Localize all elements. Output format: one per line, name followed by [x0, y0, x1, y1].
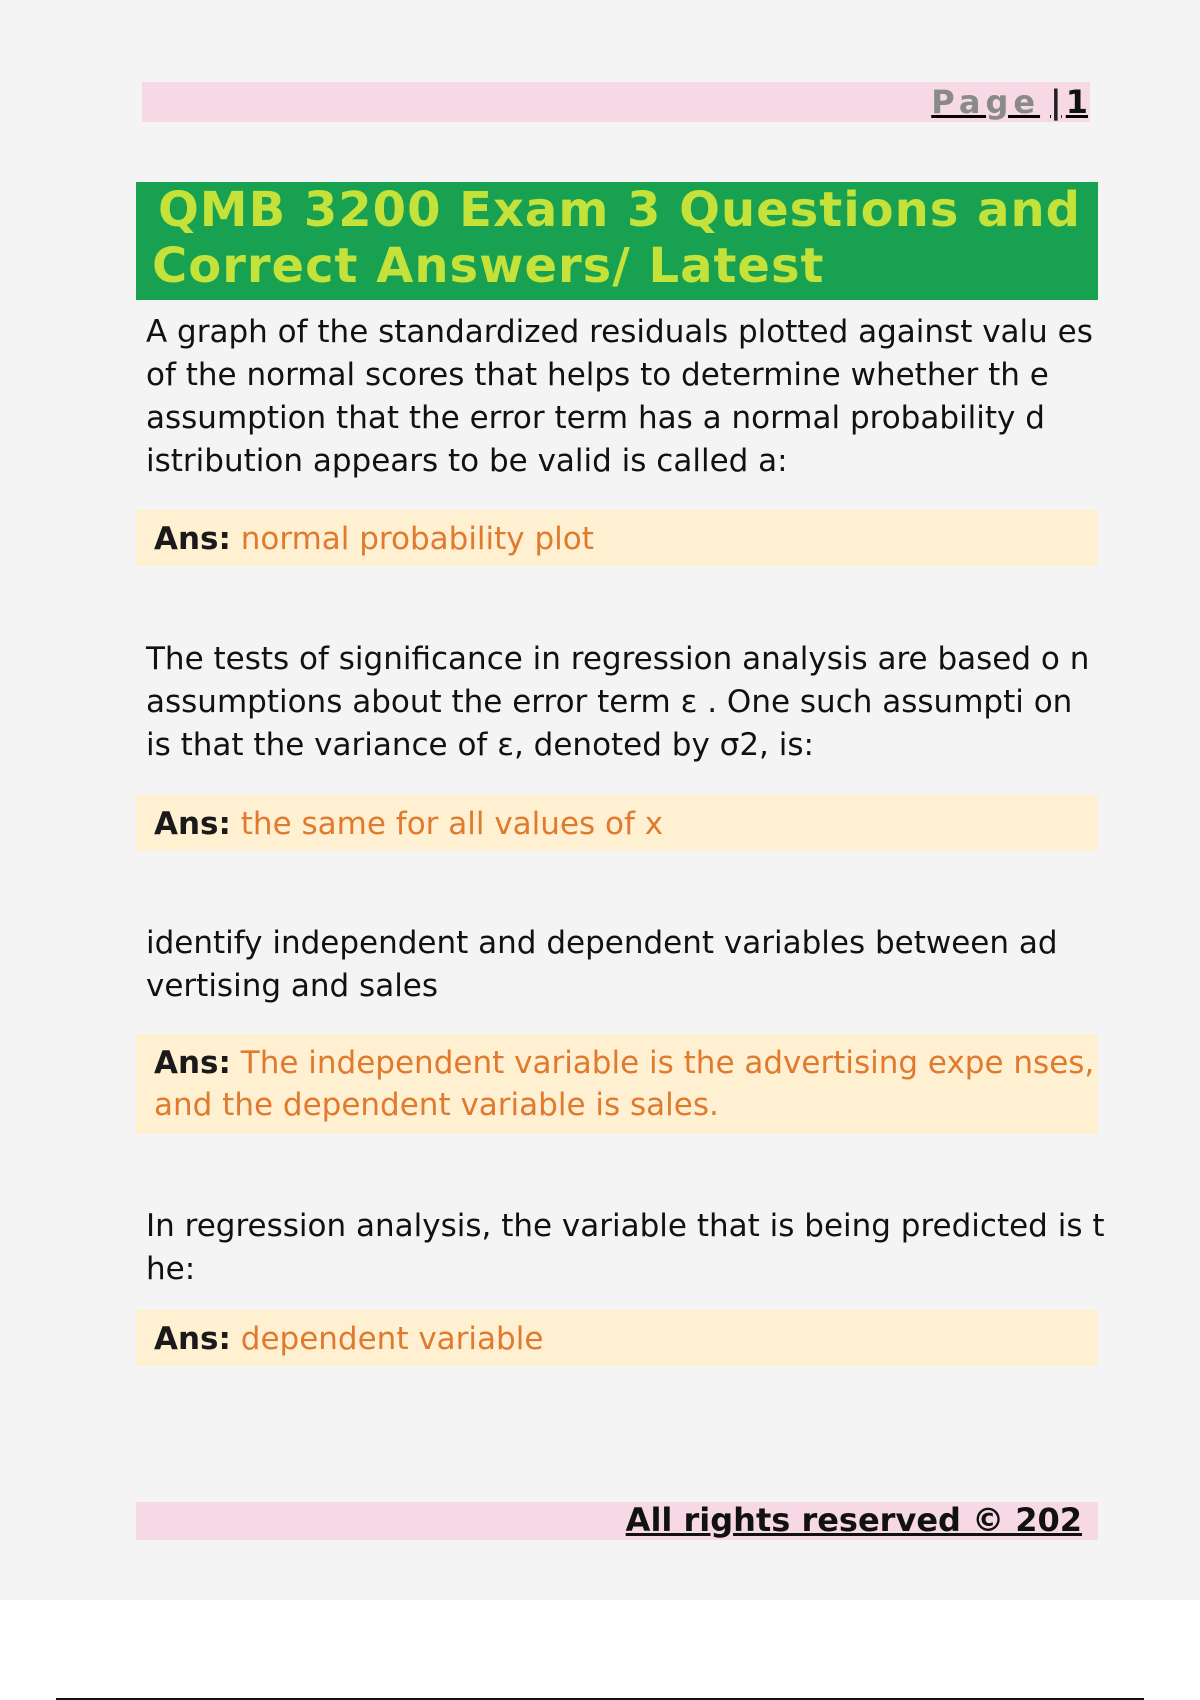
- answer-text-1: normal probability plot: [240, 521, 594, 557]
- page-separator: |: [1050, 83, 1062, 121]
- answer-text-3: The independent variable is the advertising expe nses, and the dependent variable is sales.: [154, 1045, 1095, 1123]
- page-label: Page: [931, 83, 1041, 121]
- page-number: [931, 82, 1088, 122]
- question-2: The tests of significance in regression analysis are based o n assumptions about the error term ε . One such assumpti on is that the variance of ε, denoted by σ2, is:: [146, 641, 1090, 763]
- question-1: A graph of the standardized residuals plotted against valu es of the normal scores that helps to determine whether th e assumption that the error term has a normal probability d istribution appears to be valid is called a:: [146, 314, 1093, 479]
- title-block: [136, 182, 1098, 300]
- answer-label: Ans:: [154, 521, 231, 557]
- answer-text-2: the same for all values of x: [240, 806, 664, 842]
- answer-text-4: dependent variable: [240, 1321, 544, 1357]
- answer-label: Ans:: [154, 1045, 231, 1081]
- answer-box-2: [136, 795, 1098, 851]
- document-title: [152, 182, 1098, 294]
- footer-copyright: All rights reserved © 202: [625, 1501, 1082, 1539]
- answer-label: Ans:: [154, 1321, 231, 1357]
- title-line-2: Correct Answers/ Latest: [152, 238, 825, 294]
- question-4: In regression analysis, the variable that is being predicted is t he:: [146, 1208, 1105, 1287]
- answer-box-4: [136, 1310, 1098, 1366]
- page-number-value: 1: [1065, 83, 1088, 121]
- question-3: identify independent and dependent variables between ad vertising and sales: [146, 925, 1058, 1004]
- answer-box-1: [136, 510, 1098, 566]
- title-line-1: QMB 3200 Exam 3 Questions and: [158, 182, 1081, 238]
- answer-label: Ans:: [154, 806, 231, 842]
- answer-box-3: [136, 1034, 1098, 1134]
